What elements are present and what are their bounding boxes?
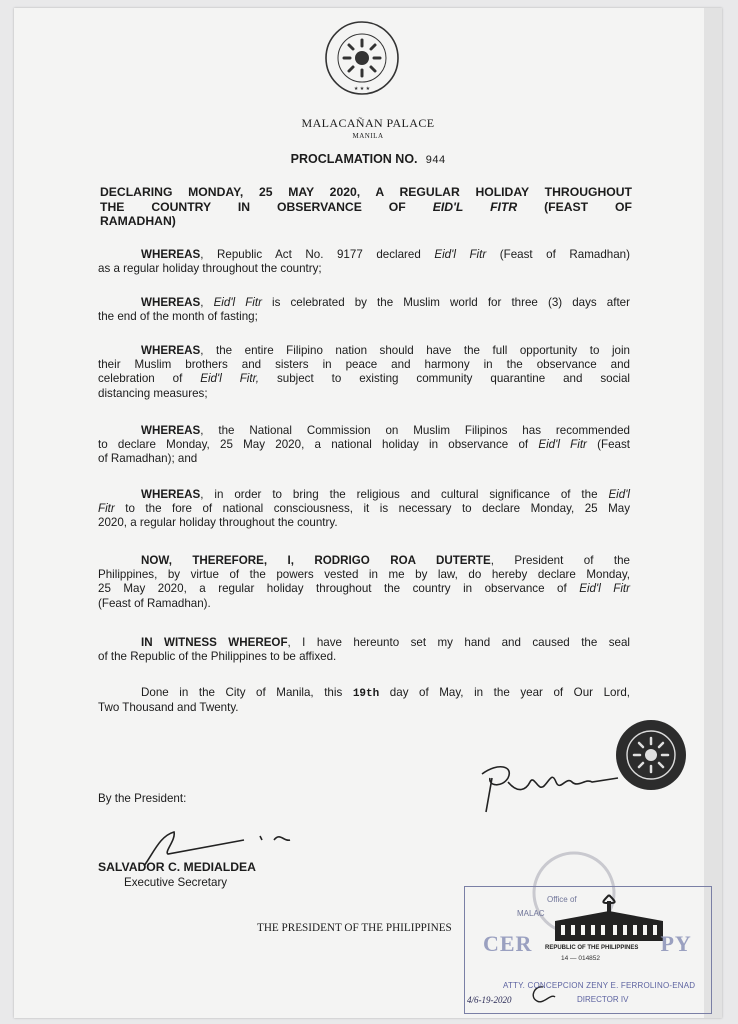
paragraph-text: Philippines, by virtue of the powers vested in me by law, do hereby declare Monday, [98,568,630,582]
paragraph-text: of Ramadhan); and [98,452,198,466]
handwritten-date: 4/6-19-2020 [467,995,512,1005]
title-line-3: RAMADHAN) [100,214,176,228]
whereas-label: WHEREAS [141,344,201,357]
paragraph-text: , President of the [490,554,631,567]
by-the-president-label: By the President: [98,792,187,805]
paragraph-text: (Feast of Ramadhan) [486,248,630,261]
paragraph-text: (Feast [586,438,630,452]
office-name: MALACAÑAN PALACE [301,116,435,130]
paragraph-text: distancing measures; [98,386,208,400]
whereas-label: WHEREAS [141,248,201,261]
signing-day: 19th [352,688,380,700]
certifier-position: DIRECTOR IV [577,995,629,1004]
paragraph-text: , I have hereunto set my hand and caused the seal [287,636,631,649]
paragraph-text: is celebrated by the Muslim world for three (3) days after [261,296,630,309]
emphasis-text: Eid'l Fitr [213,296,262,309]
title-line-1: DECLARING MONDAY, 25 MAY 2020, A REGULAR HOLIDAY THROUGHOUT [100,185,632,199]
presidential-seal-icon [322,18,402,98]
whereas-label: WHEREAS [141,488,201,501]
done-in-paragraph [98,686,630,715]
now-therefore-paragraph [98,554,630,611]
paragraph-text: subject to existing community quarantine and social [259,372,630,386]
svg-text:★ ★ ★: ★ ★ ★ [353,86,371,92]
certifier-name: ATTY. CONCEPCION ZENY E. FERROLINO-ENAD [503,981,696,990]
copy-suffix: PY [660,931,692,956]
emphasis-text: Eid'l Fitr, [200,372,260,386]
proclamation-heading [14,152,722,167]
paragraph-text: the end of the month of fasting; [98,310,258,324]
document-page [14,8,722,1018]
paragraph-text: to declare Monday, 25 May 2020, a national holiday in observance of [98,438,539,452]
paragraph-text: as a regular holiday throughout the country; [98,262,322,276]
whereas-label: WHEREAS [141,424,201,437]
paragraph-text: day of May, in the year of Our Lord, [379,686,630,699]
paragraph-text: (Feast of Ramadhan). [98,596,211,610]
paragraph-text: , Republic Act No. 9177 declared [200,248,435,261]
title-text: THE COUNTRY IN OBSERVANCE OF [100,199,433,214]
emphasis-text: Eid'l Fitr [434,248,487,261]
certified-copy-stamp [464,886,712,1014]
in-witness-paragraph [98,636,630,664]
title-line-2 [100,200,632,215]
office-city: MANILA [352,132,384,140]
whereas-paragraph-4 [98,424,630,467]
paragraph-text: Done in the City of Manila, this [141,686,353,699]
title-emphasis: EID'L FITR [432,199,518,214]
emphasis-text: Eid'l Fitr [579,582,630,596]
stamp-office-text: MALAC [517,909,545,918]
certified-text [483,931,692,957]
emphasis-text: Eid'l [608,488,630,501]
stamp-office-text: Office of [547,895,577,904]
paragraph-text: 25 May 2020, a regular holiday throughout the country in observance of [98,582,580,596]
witness-label: IN WITNESS WHEREOF [141,636,288,649]
whereas-paragraph-3 [98,344,630,401]
secretary-title: Executive Secretary [124,876,228,889]
paragraph-text: 2020, a regular holiday throughout the country. [98,516,338,530]
whereas-paragraph-2 [98,296,630,324]
proclamation-number: 944 [425,155,446,167]
stamp-number: 14 — 014852 [561,955,601,962]
declaration-label: NOW, THEREFORE, I, RODRIGO ROA DUTERTE [141,554,491,567]
whereas-paragraph-5 [98,488,630,531]
certified-prefix: CER [483,931,533,956]
paragraph-text: , [200,296,214,309]
proclamation-label: PROCLAMATION NO. [290,152,418,166]
emphasis-text: Eid'l Fitr [538,438,587,452]
paragraph-text: their Muslim brothers and sisters in peace and harmony in the observance and [98,358,630,372]
secretary-name: SALVADOR C. MEDIALDEA [98,860,256,874]
emphasis-text: Fitr [98,502,115,516]
paragraph-text: to the fore of national consciousness, it is necessary to declare Monday, 25 May [114,502,630,516]
paragraph-text: , the entire Filipino nation should have the full opportunity to join [200,344,630,357]
paragraph-text: , in order to bring the religious and cultural significance of the [200,488,609,501]
president-signature [468,752,628,822]
paragraph-text: , the National Commission on Muslim Filipinos has recommended [200,424,630,437]
stamp-caption: REPUBLIC OF THE PHILIPPINES [545,945,639,951]
title-text: (FEAST OF [517,199,632,214]
whereas-label: WHEREAS [141,296,201,309]
proclamation-title [100,185,632,229]
paragraph-text: Two Thousand and Twenty. [98,701,239,715]
whereas-paragraph-1 [98,248,630,276]
paragraph-text: of the Republic of the Philippines to be affixed. [98,650,337,664]
paragraph-text: celebration of [98,372,201,386]
president-footer: THE PRESIDENT OF THE PHILIPPINES [257,922,452,934]
